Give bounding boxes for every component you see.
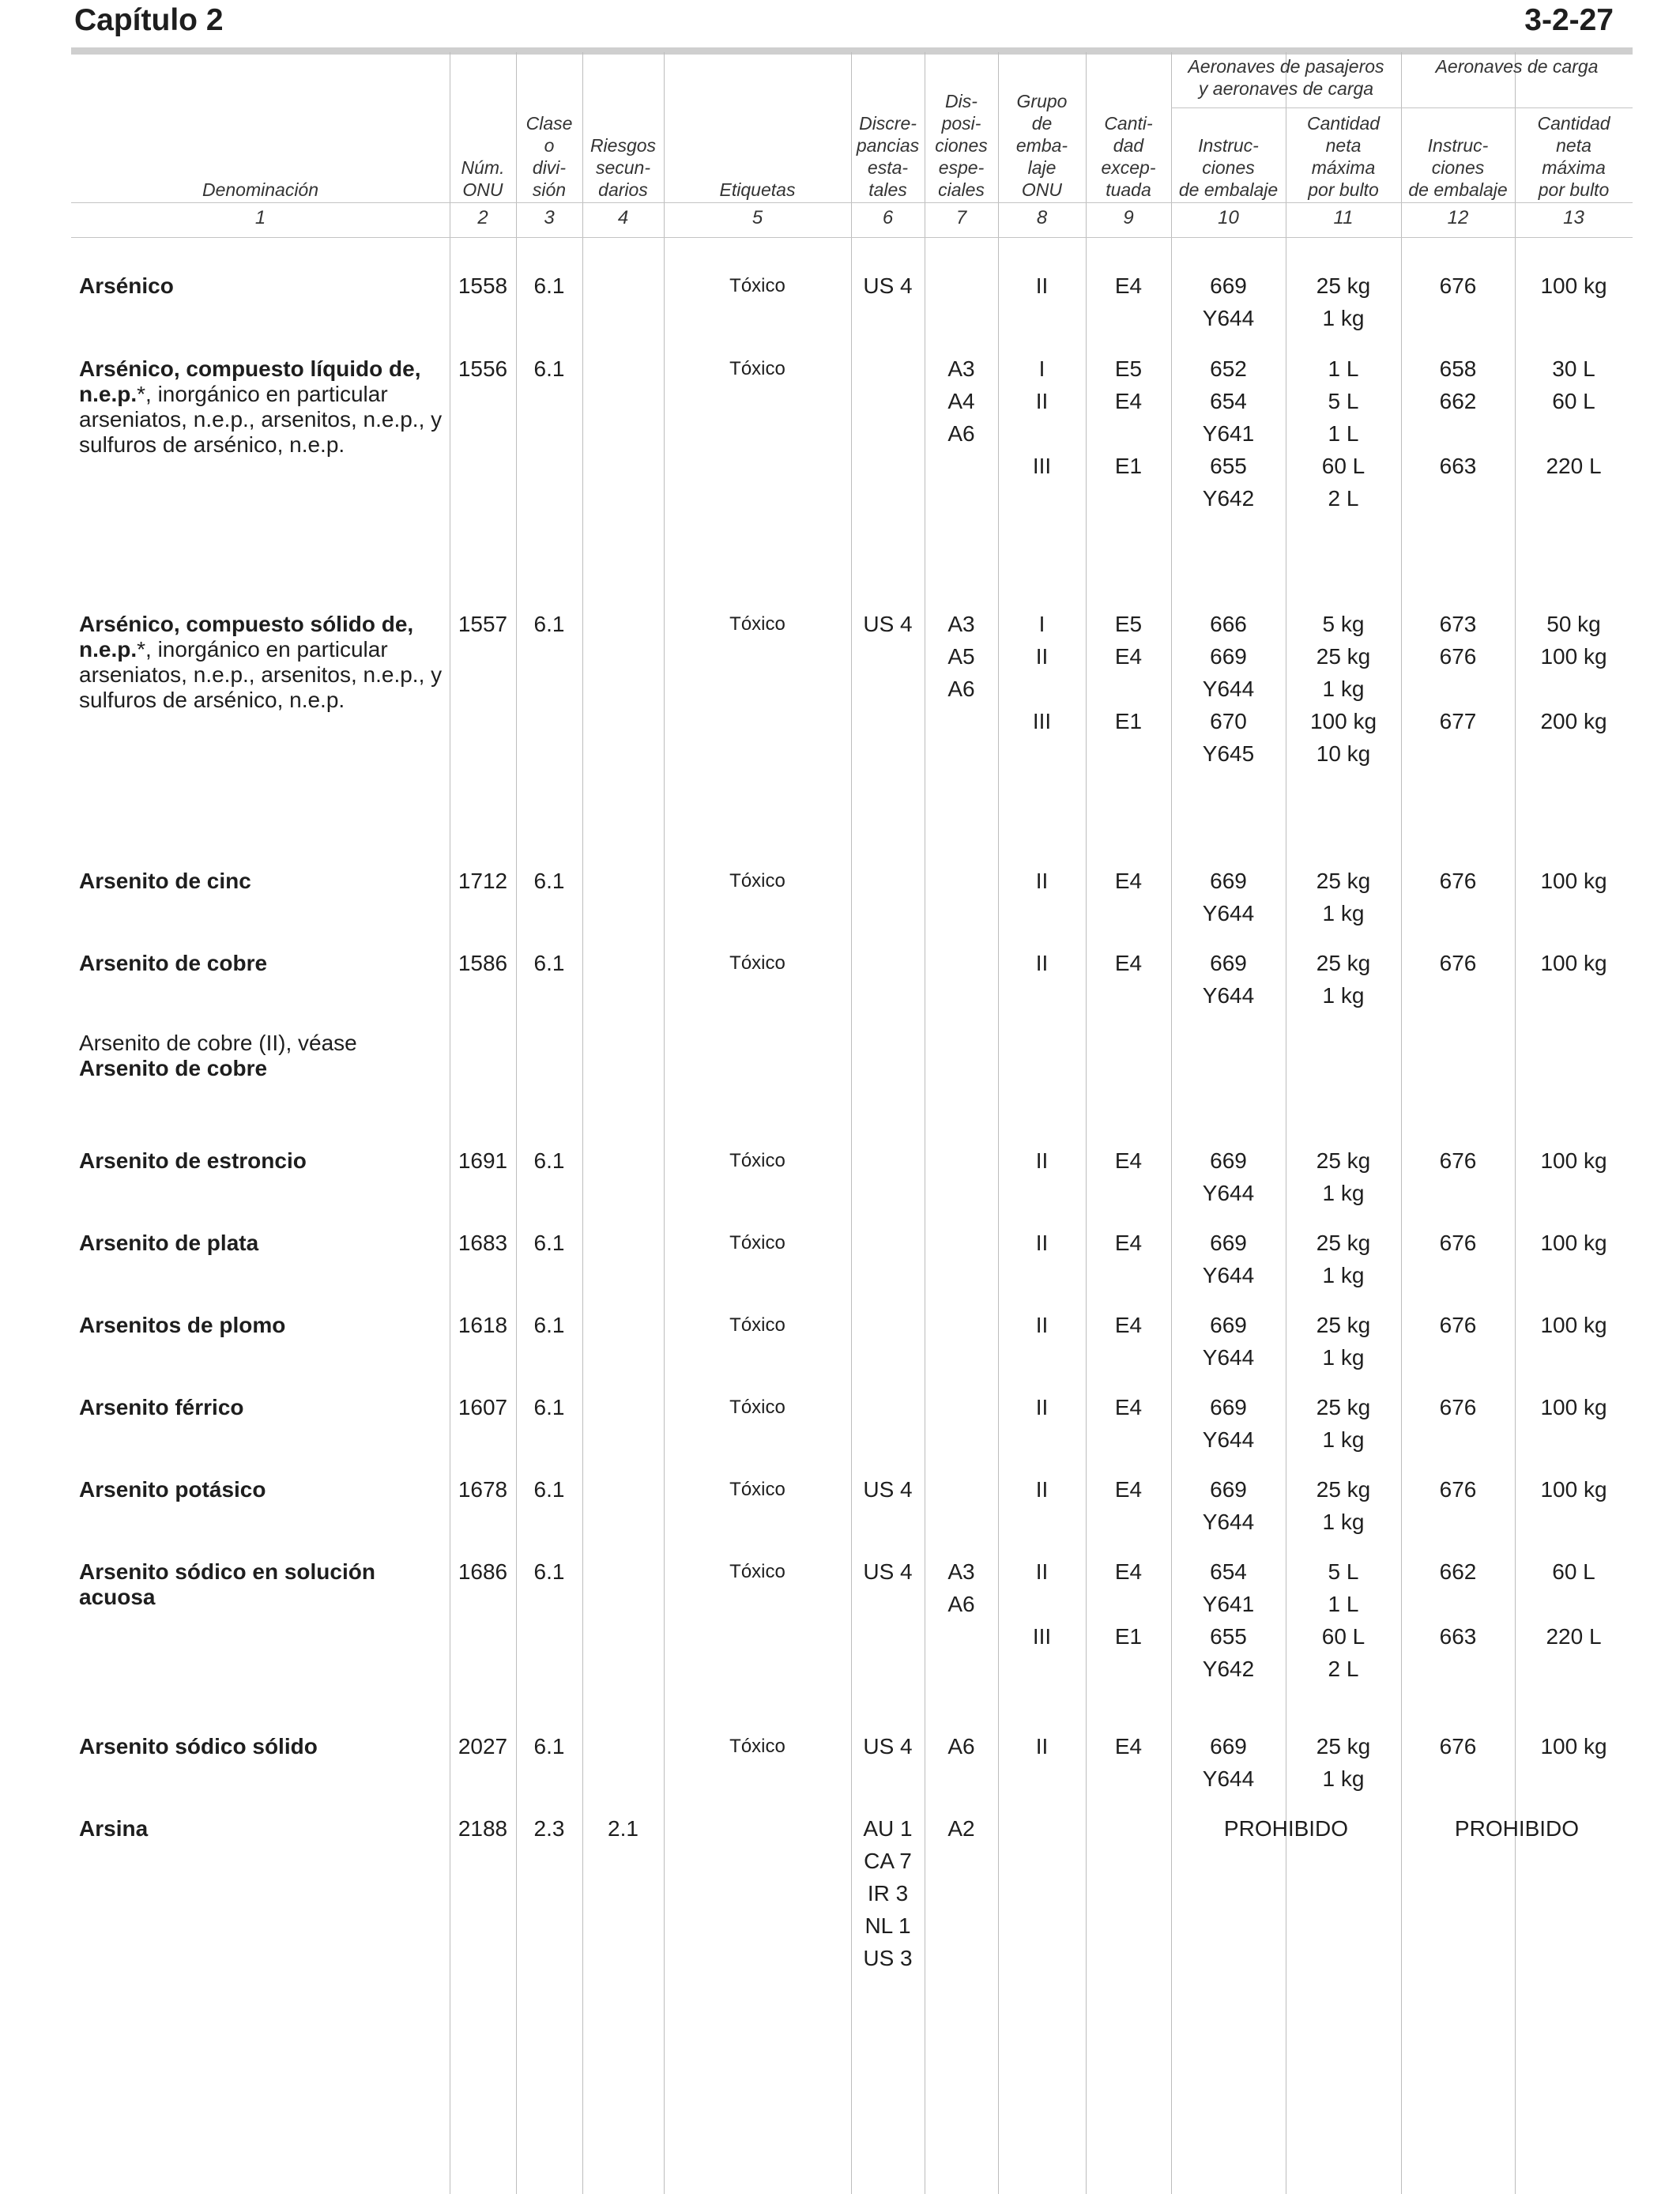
packing-group: II	[1035, 1231, 1049, 1255]
passenger-max-net-quantity: 25 kg 1 kg	[1316, 1313, 1371, 1370]
column-header-11: Cantidad neta máxima por bulto	[1306, 113, 1381, 200]
column-number-9: 9	[1123, 207, 1134, 228]
see-reference-entry	[79, 1031, 443, 1081]
entry-name-bold: Arsenito de estroncio	[79, 1148, 307, 1173]
column-header-13: Cantidad neta máxima por bulto	[1537, 113, 1610, 200]
entry-name	[79, 612, 443, 713]
column-divider	[582, 52, 583, 2194]
excepted-quantity: E4 E1	[1114, 1559, 1143, 1649]
special-provisions: A2	[947, 1816, 975, 1841]
packing-group: I II III	[1032, 356, 1052, 478]
entry-name-bold: Arsenito sódico en solución acuosa	[79, 1559, 375, 1609]
cargo-max-net-quantity: 60 L 220 L	[1546, 1559, 1602, 1649]
state-variations: US 4	[863, 612, 913, 636]
excepted-quantity: E4	[1114, 951, 1143, 975]
column-header-7: Dis- posi- ciones espe- ciales	[935, 91, 988, 200]
passenger-max-net-quantity: 5 L 1 L 60 L 2 L	[1321, 1559, 1365, 1681]
entry-name	[79, 1395, 443, 1420]
cargo-max-net-quantity: 100 kg	[1540, 1231, 1607, 1255]
entry-name-bold: Arsenito de cinc	[79, 869, 251, 893]
passenger-max-net-quantity: 25 kg 1 kg	[1316, 1477, 1371, 1534]
passenger-packing-instruction: 666 669 Y644 670 Y645	[1202, 612, 1255, 766]
hazard-label: Tóxico	[729, 358, 785, 379]
class-division: 6.1	[533, 1734, 565, 1759]
cargo-max-net-quantity: 100 kg	[1540, 1477, 1607, 1502]
entry-name-bold: Arsénico, compuesto sólido de, n.e.p.	[79, 612, 414, 662]
packing-group: II	[1035, 1395, 1049, 1419]
cargo-max-net-quantity: 100 kg	[1540, 273, 1607, 298]
class-division: 6.1	[533, 1231, 565, 1255]
header-rule	[71, 47, 1633, 55]
column-number-3: 3	[544, 207, 555, 228]
cargo-packing-instruction: 676	[1439, 951, 1477, 975]
state-variations: US 4	[863, 1734, 913, 1759]
un-number: 1691	[458, 1148, 508, 1173]
column-header-1: Denominación	[202, 179, 319, 200]
packing-group: II	[1035, 1313, 1049, 1337]
un-number: 2027	[458, 1734, 508, 1759]
hazard-label: Tóxico	[729, 1561, 785, 1582]
column-header-10: Instruc- ciones de embalaje	[1178, 135, 1279, 200]
group-header-passenger: Aeronaves de pasajeros y aeronaves de carga	[1188, 56, 1384, 99]
column-number-13: 13	[1563, 207, 1584, 228]
entry-name-bold: Arsenitos de plomo	[79, 1313, 286, 1337]
un-number: 1712	[458, 869, 508, 893]
packing-group: II III	[1032, 1559, 1052, 1649]
entry-name-bold: Arsenito sódico sólido	[79, 1734, 318, 1759]
cargo-packing-instruction: 676	[1439, 1395, 1477, 1419]
class-division: 6.1	[533, 1313, 565, 1337]
cargo-packing-instruction: 676	[1439, 869, 1477, 893]
excepted-quantity: E4	[1114, 1231, 1143, 1255]
column-number-12: 12	[1447, 207, 1469, 228]
cargo-packing-instruction: 676	[1439, 1231, 1477, 1255]
passenger-max-net-quantity: 25 kg 1 kg	[1316, 869, 1371, 925]
entry-name	[79, 951, 443, 976]
excepted-quantity: E4	[1114, 1477, 1143, 1502]
passenger-packing-instruction: 669 Y644	[1202, 1734, 1255, 1791]
un-number: 1607	[458, 1395, 508, 1419]
entry-name-bold: Arsina	[79, 1816, 149, 1841]
excepted-quantity: E4	[1114, 1313, 1143, 1337]
class-division: 6.1	[533, 951, 565, 975]
hazard-label: Tóxico	[729, 1397, 785, 1418]
special-provisions: A6	[947, 1734, 975, 1759]
column-number-5: 5	[751, 207, 763, 228]
entry-name	[79, 356, 443, 458]
packing-group: II	[1035, 273, 1049, 298]
state-variations: US 4	[863, 1477, 913, 1502]
hazard-label: Tóxico	[729, 952, 785, 974]
entry-name	[79, 1231, 443, 1256]
cargo-max-net-quantity: 100 kg	[1540, 1734, 1607, 1759]
entry-name-bold: Arsénico	[79, 273, 174, 298]
group-header-cargo: Aeronaves de carga	[1435, 56, 1599, 77]
class-division: 6.1	[533, 612, 565, 636]
passenger-max-net-quantity: 25 kg 1 kg	[1316, 1734, 1371, 1791]
column-header-9: Canti- dad excep- tuada	[1101, 113, 1156, 200]
column-number-11: 11	[1333, 207, 1354, 228]
excepted-quantity: E4	[1114, 1395, 1143, 1419]
class-division: 6.1	[533, 1395, 565, 1419]
subsidiary-risk: 2.1	[608, 1816, 638, 1841]
packing-group: II	[1035, 1477, 1049, 1502]
cargo-packing-instruction: 676	[1439, 1734, 1477, 1759]
cargo-max-net-quantity: 100 kg	[1540, 1148, 1607, 1173]
special-provisions: A3 A4 A6	[947, 356, 975, 446]
hazard-label: Tóxico	[729, 1314, 785, 1336]
entry-name	[79, 1734, 443, 1759]
column-header-8: Grupo de emba- laje ONU	[1015, 91, 1068, 200]
column-number-8: 8	[1036, 207, 1048, 228]
special-provisions: A3 A6	[947, 1559, 975, 1616]
column-header-4: Riesgos secun- darios	[590, 135, 657, 200]
column-header-6: Discre- pancias esta- tales	[856, 113, 920, 200]
cargo-packing-instruction: 673 676 677	[1439, 612, 1477, 733]
packing-group: II	[1035, 1148, 1049, 1173]
excepted-quantity: E4	[1114, 1734, 1143, 1759]
passenger-packing-instruction: 652 654 Y641 655 Y642	[1202, 356, 1255, 511]
hazard-label: Tóxico	[729, 613, 785, 635]
excepted-quantity: E4	[1114, 1148, 1143, 1173]
hazard-label: Tóxico	[729, 1736, 785, 1757]
passenger-packing-instruction: 669 Y644	[1202, 1477, 1255, 1534]
entry-name	[79, 273, 443, 299]
passenger-max-net-quantity: 25 kg 1 kg	[1316, 1148, 1371, 1205]
class-division: 6.1	[533, 356, 565, 381]
passenger-packing-instruction: 669 Y644	[1202, 869, 1255, 925]
passenger-packing-instruction: 669 Y644	[1202, 1313, 1255, 1370]
hazard-label: Tóxico	[729, 870, 785, 892]
passenger-packing-instruction: 654 Y641 655 Y642	[1202, 1559, 1255, 1681]
entry-name-bold: Arsenito de plata	[79, 1231, 259, 1255]
un-number: 1678	[458, 1477, 508, 1502]
class-division: 2.3	[533, 1816, 565, 1841]
passenger-max-net-quantity: 25 kg 1 kg	[1316, 951, 1371, 1008]
passenger-packing-instruction: 669 Y644	[1202, 1231, 1255, 1287]
page-header	[73, 0, 1633, 52]
header-bottom-rule	[71, 202, 1633, 203]
hazard-label: Tóxico	[729, 1232, 785, 1253]
un-number: 1557	[458, 612, 508, 636]
cargo-max-net-quantity: 100 kg	[1540, 1313, 1607, 1337]
column-number-7: 7	[955, 207, 967, 228]
see-reference-target: Arsenito de cobre	[79, 1056, 268, 1080]
entry-name-detail: *, inorgánico en particular arseniatos, n.e.p., arsenitos, n.e.p., y sulfuros de arsénico, n.e.p.	[79, 637, 443, 712]
column-header-12: Instruc- ciones de embalaje	[1408, 135, 1508, 200]
special-provisions: A3 A5 A6	[947, 612, 975, 701]
entry-name-bold: Arsenito férrico	[79, 1395, 244, 1419]
cargo-max-net-quantity: 50 kg 100 kg 200 kg	[1540, 612, 1607, 733]
column-number-rule	[71, 237, 1633, 238]
un-number: 1686	[458, 1559, 508, 1584]
hazard-label: Tóxico	[729, 1150, 785, 1171]
passenger-packing-instruction: 669 Y644	[1202, 951, 1255, 1008]
column-number-2: 2	[477, 207, 488, 228]
excepted-quantity: E4	[1114, 273, 1143, 298]
excepted-quantity: E5 E4 E1	[1114, 612, 1143, 733]
column-number-1: 1	[254, 207, 266, 228]
passenger-max-net-quantity: 25 kg 1 kg	[1316, 1231, 1371, 1287]
passenger-packing-instruction: 669 Y644	[1202, 1395, 1255, 1452]
class-division: 6.1	[533, 1477, 565, 1502]
class-division: 6.1	[533, 273, 565, 298]
page-number: 3-2-27	[1524, 3, 1614, 37]
un-number: 1556	[458, 356, 508, 381]
cargo-max-net-quantity: 100 kg	[1540, 1395, 1607, 1419]
cargo-packing-instruction: 676	[1439, 273, 1477, 298]
entry-name	[79, 1477, 443, 1502]
un-number: 1558	[458, 273, 508, 298]
cargo-max-net-quantity: 100 kg	[1540, 951, 1607, 975]
entry-name	[79, 1313, 443, 1338]
hazard-label: Tóxico	[729, 275, 785, 296]
cargo-packing-instruction: 662 663	[1439, 1559, 1477, 1649]
class-division: 6.1	[533, 1559, 565, 1584]
see-reference-text: Arsenito de cobre (II), véase	[79, 1031, 357, 1055]
class-division: 6.1	[533, 869, 565, 893]
state-variations: US 4	[863, 273, 913, 298]
column-header-5: Etiquetas	[719, 179, 796, 200]
entry-name-bold: Arsenito potásico	[79, 1477, 266, 1502]
cargo-packing-instruction: 676	[1439, 1148, 1477, 1173]
entry-name	[79, 869, 443, 894]
packing-group: II	[1035, 869, 1049, 893]
cargo-max-net-quantity: 100 kg	[1540, 869, 1607, 893]
passenger-max-net-quantity: 25 kg 1 kg	[1316, 273, 1371, 330]
passenger-max-net-quantity: 5 kg 25 kg 1 kg 100 kg 10 kg	[1309, 612, 1377, 766]
entry-name-bold: Arsenito de cobre	[79, 951, 268, 975]
state-variations: AU 1 CA 7 IR 3 NL 1 US 3	[863, 1816, 913, 1970]
passenger-packing-instruction: 669 Y644	[1202, 1148, 1255, 1205]
excepted-quantity: E5 E4 E1	[1114, 356, 1143, 478]
un-number: 1586	[458, 951, 508, 975]
cargo-packing-instruction: 676	[1439, 1313, 1477, 1337]
chapter-title: Capítulo 2	[74, 3, 224, 37]
un-number: 1683	[458, 1231, 508, 1255]
prohibited-passenger: PROHIBIDO	[1223, 1816, 1349, 1841]
entry-name-bold: Arsénico, compuesto líquido de, n.e.p.	[79, 356, 421, 406]
passenger-packing-instruction: 669 Y644	[1202, 273, 1255, 330]
prohibited-cargo: PROHIBIDO	[1454, 1816, 1580, 1841]
hazard-label: Tóxico	[729, 1479, 785, 1500]
column-number-10: 10	[1218, 207, 1239, 228]
state-variations: US 4	[863, 1559, 913, 1584]
cargo-max-net-quantity: 30 L 60 L 220 L	[1546, 356, 1602, 478]
passenger-max-net-quantity: 25 kg 1 kg	[1316, 1395, 1371, 1452]
column-header-3: Clase o divi- sión	[525, 113, 573, 200]
un-number: 1618	[458, 1313, 508, 1337]
column-number-6: 6	[882, 207, 894, 228]
entry-name	[79, 1559, 443, 1610]
column-header-2: Núm. ONU	[461, 157, 505, 200]
un-number: 2188	[458, 1816, 508, 1841]
entry-name	[79, 1148, 443, 1174]
passenger-max-net-quantity: 1 L 5 L 1 L 60 L 2 L	[1321, 356, 1365, 511]
group-header-divider	[1171, 107, 1633, 108]
column-number-4: 4	[617, 207, 629, 228]
packing-group: I II III	[1032, 612, 1052, 733]
cargo-packing-instruction: 676	[1439, 1477, 1477, 1502]
entry-name-detail: *, inorgánico en particular arseniatos, n.e.p., arsenitos, n.e.p., y sulfuros de arsénico, n.e.p.	[79, 382, 443, 457]
packing-group: II	[1035, 1734, 1049, 1759]
cargo-packing-instruction: 658 662 663	[1439, 356, 1477, 478]
excepted-quantity: E4	[1114, 869, 1143, 893]
entry-name	[79, 1816, 443, 1842]
packing-group: II	[1035, 951, 1049, 975]
class-division: 6.1	[533, 1148, 565, 1173]
